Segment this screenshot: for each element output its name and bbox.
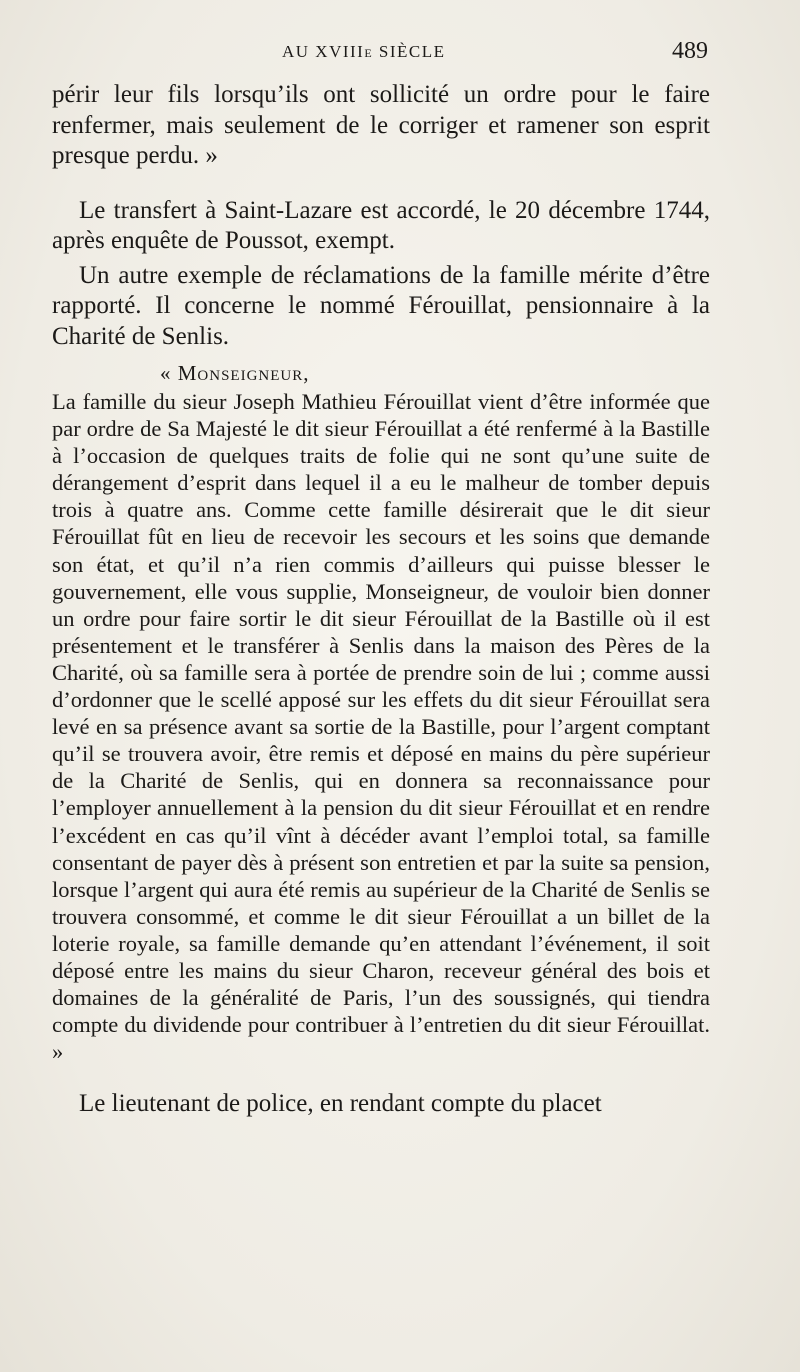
page-header: [52, 38, 708, 68]
paragraph-continuation: périr leur fils lorsqu’ils ont sollicité un ordre pour le faire renfermer, mais seulement de le corriger et ramener son esprit presque perdu. »: [52, 81, 710, 169]
letter-body: La famille du sieur Joseph Mathieu Férouillat vient d’être informée que par ordre de Sa Majesté le dit sieur Férouillat a été renfermé à la Bastille à l’occasion de quelques traits de folie qui ne sont qu’une suite de dérangement d’esprit dans lequel il a eu le malheur de tomber depuis trois à quatre ans. Comme cette famille désirerait que le dit sieur Férouillat fût en lieu de recevoir les secours et les soins que demande son état, et qu’il n’a rien commis d’ailleurs qui puisse blesser le gouvernement, elle vous supplie, Monseigneur, de vouloir bien donner un ordre pour faire sortir le dit sieur Férouillat de la Bastille où il est présentement et le transférer à Senlis dans la maison des Pères de la Charité, où sa famille sera à portée de prendre soin de lui ; comme aussi d’ordonner que le scellé apposé sur les effets du dit sieur Férouillat sera levé en sa présence avant sa sortie de la Bastille, pour l’argent comptant qu’il se trouvera avoir, être remis et déposé en mains du père supérieur de la Charité de Senlis, qui en donnera sa reconnaissance pour l’employer annuellement à la pension du dit sieur Férouillat et en rendre l’excédent en cas qu’il vînt à décéder avant l’emploi total, sa famille consentant de payer dès à présent son entretien et par la suite sa pension, lorsque l’argent qui aura été remis au supérieur de la Charité de Senlis se trouvera consommé, et comme le dit sieur Férouillat a un billet de la loterie royale, sa famille demande qu’en attendant l’événement, il soit déposé entre les mains du sieur Charon, receveur général des bois et domaines de la généralité de Paris, l’un des soussignés, qui tiendra compte du dividende pour contribuer à l’entretien du dit sieur Férouillat. »: [52, 389, 710, 1065]
paragraph-example: Un autre exemple de réclamations de la famille mérite d’être rapporté. Il concerne le nommé Férouillat, pensionnaire à la Charité de Senlis.: [52, 261, 710, 350]
letter-salutation: « Monseigneur,: [160, 361, 310, 385]
running-title: AU XVIIIe SIÈCLE: [282, 42, 446, 61]
page-number: 489: [672, 38, 708, 64]
body-text: [52, 80, 710, 1120]
paragraph-lieutenant: Le lieutenant de police, en rendant compte du placet: [79, 1090, 602, 1118]
paragraph-transfer: Le transfert à Saint-Lazare est accordé, le 20 décembre 1744, après enquête de Poussot, exempt.: [52, 196, 710, 254]
